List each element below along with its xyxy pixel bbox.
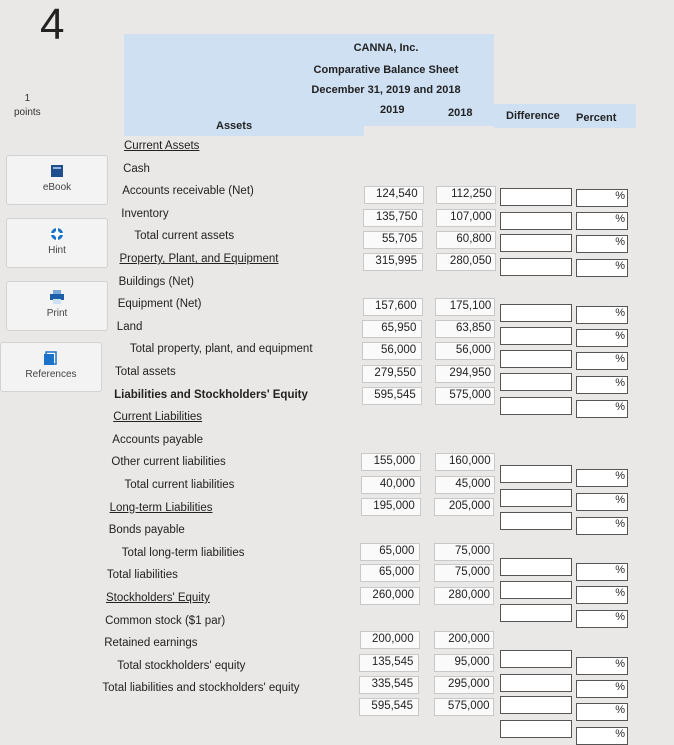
percent-input[interactable] — [576, 306, 628, 324]
percent-input[interactable] — [576, 680, 628, 698]
ebook-label: eBook — [42, 182, 72, 193]
value-2018: 160,000 — [449, 455, 491, 468]
value-2018: 75,000 — [455, 544, 491, 557]
statement-date: December 31, 2019 and 2018 — [311, 84, 461, 96]
percent-symbol: % — [615, 190, 625, 203]
row-label: Current Assets — [124, 140, 200, 152]
percent-symbol: % — [615, 377, 625, 389]
difference-input[interactable] — [500, 258, 572, 276]
value-2018: 200,000 — [448, 633, 490, 646]
difference-input[interactable] — [500, 650, 572, 668]
book-icon — [50, 164, 64, 178]
value-2019: 56,000 — [381, 344, 417, 357]
percent-input[interactable] — [576, 376, 628, 394]
value-2019: 40,000 — [379, 478, 415, 490]
percent-input[interactable] — [576, 212, 628, 230]
row-label: Total current assets — [134, 230, 235, 243]
value-2018: 205,000 — [448, 499, 491, 512]
row-label: Stockholders' Equity — [106, 592, 210, 604]
ebook-button[interactable] — [6, 155, 108, 205]
row-label: Cash — [123, 162, 150, 175]
balance-sheet — [96, 34, 674, 740]
percent-input[interactable] — [576, 517, 628, 535]
value-2019: 595,545 — [374, 388, 416, 401]
row-label: Total liabilities and stockholders' equity — [102, 682, 300, 695]
value-2019: 335,545 — [371, 678, 414, 691]
value-2019: 124,540 — [376, 188, 418, 201]
row-label: Bonds payable — [108, 524, 185, 537]
value-2019: 200,000 — [372, 633, 414, 646]
difference-input[interactable] — [500, 489, 572, 507]
percent-input[interactable] — [576, 610, 628, 628]
row-label: Total property, plant, and equipment — [129, 343, 313, 356]
column-percent: Percent — [576, 112, 617, 124]
percent-input[interactable] — [576, 493, 628, 511]
row-label: Total current liabilities — [124, 479, 235, 491]
value-2018: 294,950 — [449, 367, 491, 379]
percent-input[interactable] — [576, 235, 628, 253]
column-2019: 2019 — [380, 104, 405, 116]
percent-input[interactable] — [576, 657, 628, 675]
row-label: Buildings (Net) — [118, 275, 195, 288]
points-label: points — [14, 107, 41, 118]
value-2018: 175,100 — [449, 300, 492, 313]
percent-symbol: % — [615, 470, 625, 483]
value-2019: 155,000 — [373, 455, 416, 468]
print-label: Print — [46, 308, 68, 319]
percent-input[interactable] — [576, 400, 628, 418]
hint-label: Hint — [48, 245, 66, 256]
percent-symbol: % — [615, 658, 625, 671]
row-label: Liabilities and Stockholders' Equity — [114, 388, 308, 401]
percent-input[interactable] — [576, 259, 628, 277]
value-2019: 65,000 — [379, 566, 415, 579]
percent-symbol: % — [615, 400, 625, 413]
document-icon — [44, 351, 58, 365]
percent-symbol: % — [615, 611, 625, 623]
row-label: Retained earnings — [104, 637, 198, 650]
percent-input[interactable] — [576, 563, 628, 581]
difference-input[interactable] — [500, 512, 572, 530]
value-2019: 135,750 — [375, 210, 418, 223]
row-label: Total stockholders' equity — [117, 659, 246, 672]
percent-input[interactable] — [576, 727, 628, 745]
percent-symbol: % — [615, 680, 625, 693]
column-2018: 2018 — [448, 107, 473, 119]
value-2018: 107,000 — [450, 210, 492, 223]
value-2019: 65,000 — [379, 544, 415, 557]
row-label: Inventory — [121, 207, 169, 220]
value-2019: 315,995 — [375, 255, 417, 267]
percent-symbol: % — [615, 307, 625, 320]
value-2018: 575,000 — [449, 388, 491, 401]
difference-input[interactable] — [500, 696, 572, 714]
value-2018: 280,000 — [448, 589, 490, 601]
references-label: References — [25, 369, 77, 380]
difference-input[interactable] — [500, 674, 572, 692]
value-2019: 595,545 — [371, 700, 413, 712]
print-button[interactable] — [6, 281, 108, 331]
difference-input[interactable] — [500, 397, 572, 415]
row-label: Equipment (Net) — [117, 298, 202, 311]
value-2019: 55,705 — [382, 233, 418, 246]
difference-input[interactable] — [500, 350, 572, 368]
value-2019: 65,950 — [381, 321, 417, 334]
row-label: Land — [116, 320, 143, 333]
value-2019: 195,000 — [373, 499, 415, 512]
row-label: Total liabilities — [106, 569, 178, 582]
percent-symbol: % — [615, 260, 625, 272]
statement-title: Comparative Balance Sheet — [313, 64, 459, 76]
percent-symbol: % — [615, 329, 625, 342]
value-2018: 295,000 — [448, 678, 490, 691]
row-label: Total long-term liabilities — [121, 546, 245, 559]
assets-heading: Assets — [216, 120, 253, 132]
percent-symbol: % — [615, 517, 625, 530]
difference-input[interactable] — [500, 581, 572, 599]
percent-input[interactable] — [576, 469, 628, 487]
row-label: Other current liabilities — [111, 456, 226, 469]
row-label: Accounts receivable (Net) — [122, 185, 254, 198]
references-button[interactable] — [0, 342, 102, 392]
difference-input[interactable] — [500, 373, 572, 391]
value-2018: 63,850 — [456, 321, 492, 334]
value-2018: 280,050 — [449, 255, 492, 267]
difference-input[interactable] — [500, 327, 572, 345]
value-2018: 75,000 — [454, 566, 491, 579]
value-2018: 56,000 — [455, 344, 492, 357]
value-2018: 60,800 — [456, 233, 492, 246]
percent-symbol: % — [615, 212, 625, 225]
value-2019: 135,545 — [371, 655, 414, 668]
percent-input[interactable] — [576, 586, 628, 604]
value-2018: 575,000 — [447, 700, 490, 712]
percent-input[interactable] — [576, 189, 628, 207]
value-2019: 260,000 — [372, 589, 414, 601]
row-label: Accounts payable — [112, 433, 204, 446]
lifebuoy-icon — [50, 227, 64, 241]
points-indicator — [14, 92, 41, 120]
percent-symbol: % — [615, 728, 625, 740]
difference-input[interactable] — [500, 188, 572, 206]
row-label: Long-term Liabilities — [109, 501, 213, 514]
percent-symbol: % — [615, 587, 625, 600]
difference-input[interactable] — [500, 212, 572, 230]
value-2019: 279,550 — [374, 367, 416, 379]
value-2019: 157,600 — [375, 300, 417, 313]
difference-input[interactable] — [500, 465, 572, 483]
difference-input[interactable] — [500, 558, 572, 576]
company-name: CANNA, Inc. — [353, 42, 419, 54]
question-number: 4 — [40, 0, 65, 49]
row-label: Property, Plant, and Equipment — [119, 253, 279, 265]
difference-input[interactable] — [500, 604, 572, 622]
difference-input[interactable] — [500, 720, 572, 738]
printer-icon — [50, 290, 64, 304]
percent-symbol: % — [615, 704, 625, 717]
points-value: 1 — [24, 93, 31, 104]
percent-input[interactable] — [576, 703, 628, 721]
percent-input[interactable] — [576, 352, 628, 370]
hint-button[interactable] — [6, 218, 108, 268]
percent-input[interactable] — [576, 329, 628, 347]
column-difference: Difference — [506, 110, 560, 122]
value-2018: 45,000 — [455, 478, 491, 490]
percent-symbol: % — [615, 353, 625, 366]
value-2018: 112,250 — [451, 188, 492, 201]
difference-input[interactable] — [500, 234, 572, 252]
row-label: Common stock ($1 par) — [105, 614, 226, 627]
difference-input[interactable] — [500, 304, 572, 322]
row-label: Current Liabilities — [113, 411, 203, 424]
row-label: Total assets — [115, 366, 176, 378]
value-2018: 95,000 — [454, 655, 490, 668]
percent-symbol: % — [615, 236, 625, 249]
percent-symbol: % — [615, 563, 625, 576]
percent-symbol: % — [615, 494, 625, 506]
